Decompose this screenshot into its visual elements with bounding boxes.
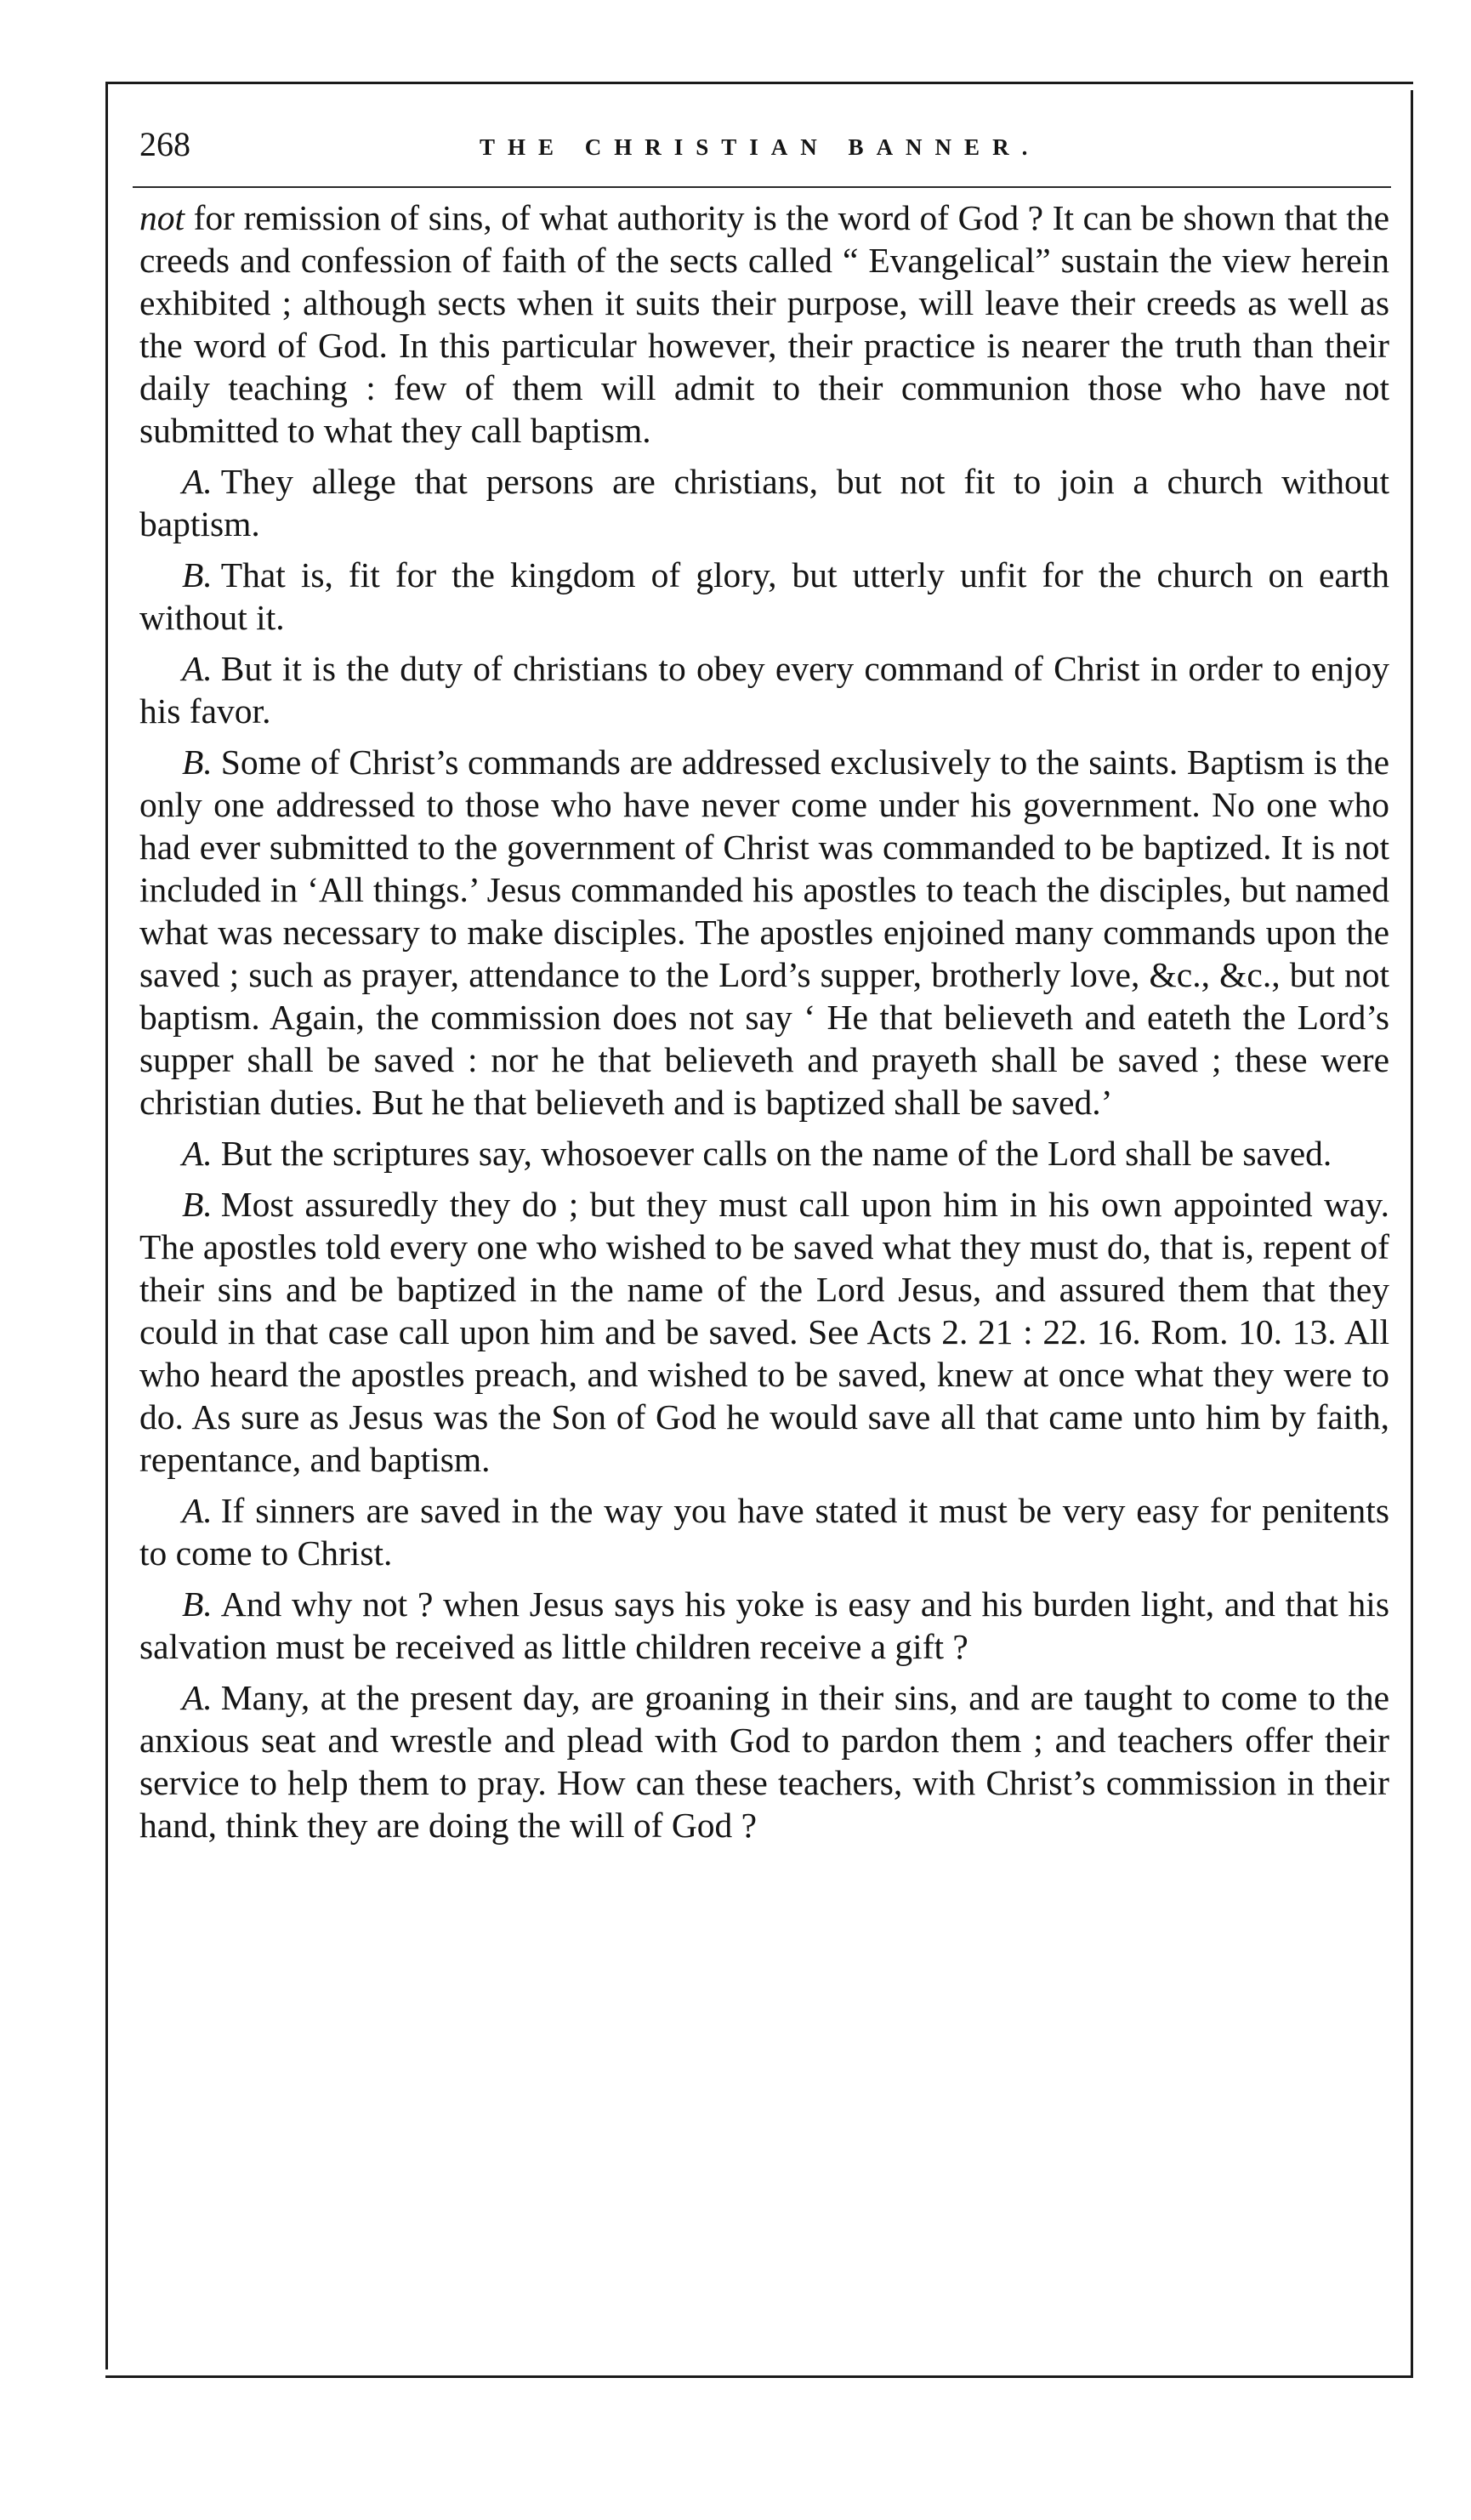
right-border	[1411, 90, 1413, 2378]
dialogue-paragraph	[139, 554, 1389, 639]
paragraph-text: Some of Christ’s commands are addressed exclusively to the saints. Baptism is the only one addressed to those who have never come under his government. No one who had ever submitted to the government of Christ was commanded to be baptized. It is not included in ‘All things.’ Jesus commanded his apostles to teach the disciples, but named what was necessary to make disciples. The apostles enjoined many commands upon the saved ; such as prayer, attendance to the Lord’s supper, brotherly love, &c., &c., but not baptism. Again, the commission does not say ‘ He that believeth and eateth the Lord’s supper shall be saved : nor he that believeth and prayeth shall be saved ; these were christian duties. But he that believeth and is baptized shall be saved.’	[139, 742, 1389, 1122]
paragraph-continuation	[139, 196, 1389, 452]
dialogue-paragraph	[139, 1489, 1389, 1574]
paragraph-text: But the scriptures say, whosoever calls on the name of the Lord shall be saved.	[220, 1134, 1332, 1173]
page-header	[139, 119, 1389, 179]
speaker-label: A.	[182, 1491, 213, 1530]
paragraph-text: But it is the duty of christians to obey every command of Christ in order to enjoy his favor.	[139, 649, 1389, 731]
bottom-border	[105, 2375, 1413, 2378]
running-title: THE CHRISTIAN BANNER.	[480, 134, 1041, 160]
left-border	[105, 82, 108, 2369]
speaker-label: B.	[182, 1584, 213, 1624]
header-rule	[133, 186, 1391, 188]
speaker-label: A.	[182, 1678, 213, 1717]
paragraph-text: Many, at the present day, are groaning in their sins, and are taught to come to the anxious seat and wrestle and plead with God to pardon them ; and teachers offer their service to help them to pray. How can these teachers, with Christ’s commission in their hand, think they are doing the will of God ?	[139, 1678, 1389, 1845]
paragraph-text: for remission of sins, of what authority is the word of God ? It can be shown that the creeds and confession of faith of the sects called “ Evangelical” sustain the view herein exhibited ; although sects when it suits their purpose, will leave their creeds as well as the word of God. In this particular however, their practice is nearer the truth than their daily teaching : few of them will admit to their communion those who have not submitted to what they call baptism.	[139, 198, 1389, 450]
speaker-label: A.	[182, 649, 213, 688]
speaker-label: B.	[182, 742, 213, 782]
speaker-label: B.	[182, 555, 213, 594]
dialogue-paragraph	[139, 1583, 1389, 1668]
dialogue-paragraph	[139, 1183, 1389, 1481]
dialogue-paragraph	[139, 741, 1389, 1123]
dialogue-paragraph	[139, 460, 1389, 545]
dialogue-paragraph	[139, 1676, 1389, 1846]
dialogue-paragraph	[139, 1132, 1389, 1175]
speaker-label: B.	[182, 1185, 213, 1224]
paragraph-text: They allege that persons are christians, but not fit to join a church without baptism.	[139, 462, 1389, 543]
body-text	[139, 196, 1389, 1855]
paragraph-text: That is, fit for the kingdom of glory, but utterly unfit for the church on earth without it.	[139, 555, 1389, 637]
page-number: 268	[139, 125, 190, 163]
dialogue-paragraph	[139, 647, 1389, 732]
speaker-label: A.	[182, 462, 213, 501]
italic-lead-word: not	[139, 198, 185, 237]
paragraph-text: Most assuredly they do ; but they must call upon him in his own appointed way. The apostles told every one who wished to be saved what they must do, that is, repent of their sins and be baptized in the name of the Lord Jesus, and assured them that they could in that case call upon him and be saved. See Acts 2. 21 : 22. 16. Rom. 10. 13. All who heard the apostles preach, and wished to be saved, knew at once what they were to do. As sure as Jesus was the Son of God he would save all that came unto him by faith, repentance, and baptism.	[139, 1185, 1389, 1479]
top-border	[105, 82, 1413, 84]
paragraph-text: If sinners are saved in the way you have stated it must be very easy for penitents to come to Christ.	[139, 1491, 1389, 1573]
paragraph-text: And why not ? when Jesus says his yoke is easy and his burden light, and that his salvation must be received as little children receive a gift ?	[139, 1584, 1389, 1666]
page-frame	[105, 82, 1413, 2378]
speaker-label: A.	[182, 1134, 213, 1173]
